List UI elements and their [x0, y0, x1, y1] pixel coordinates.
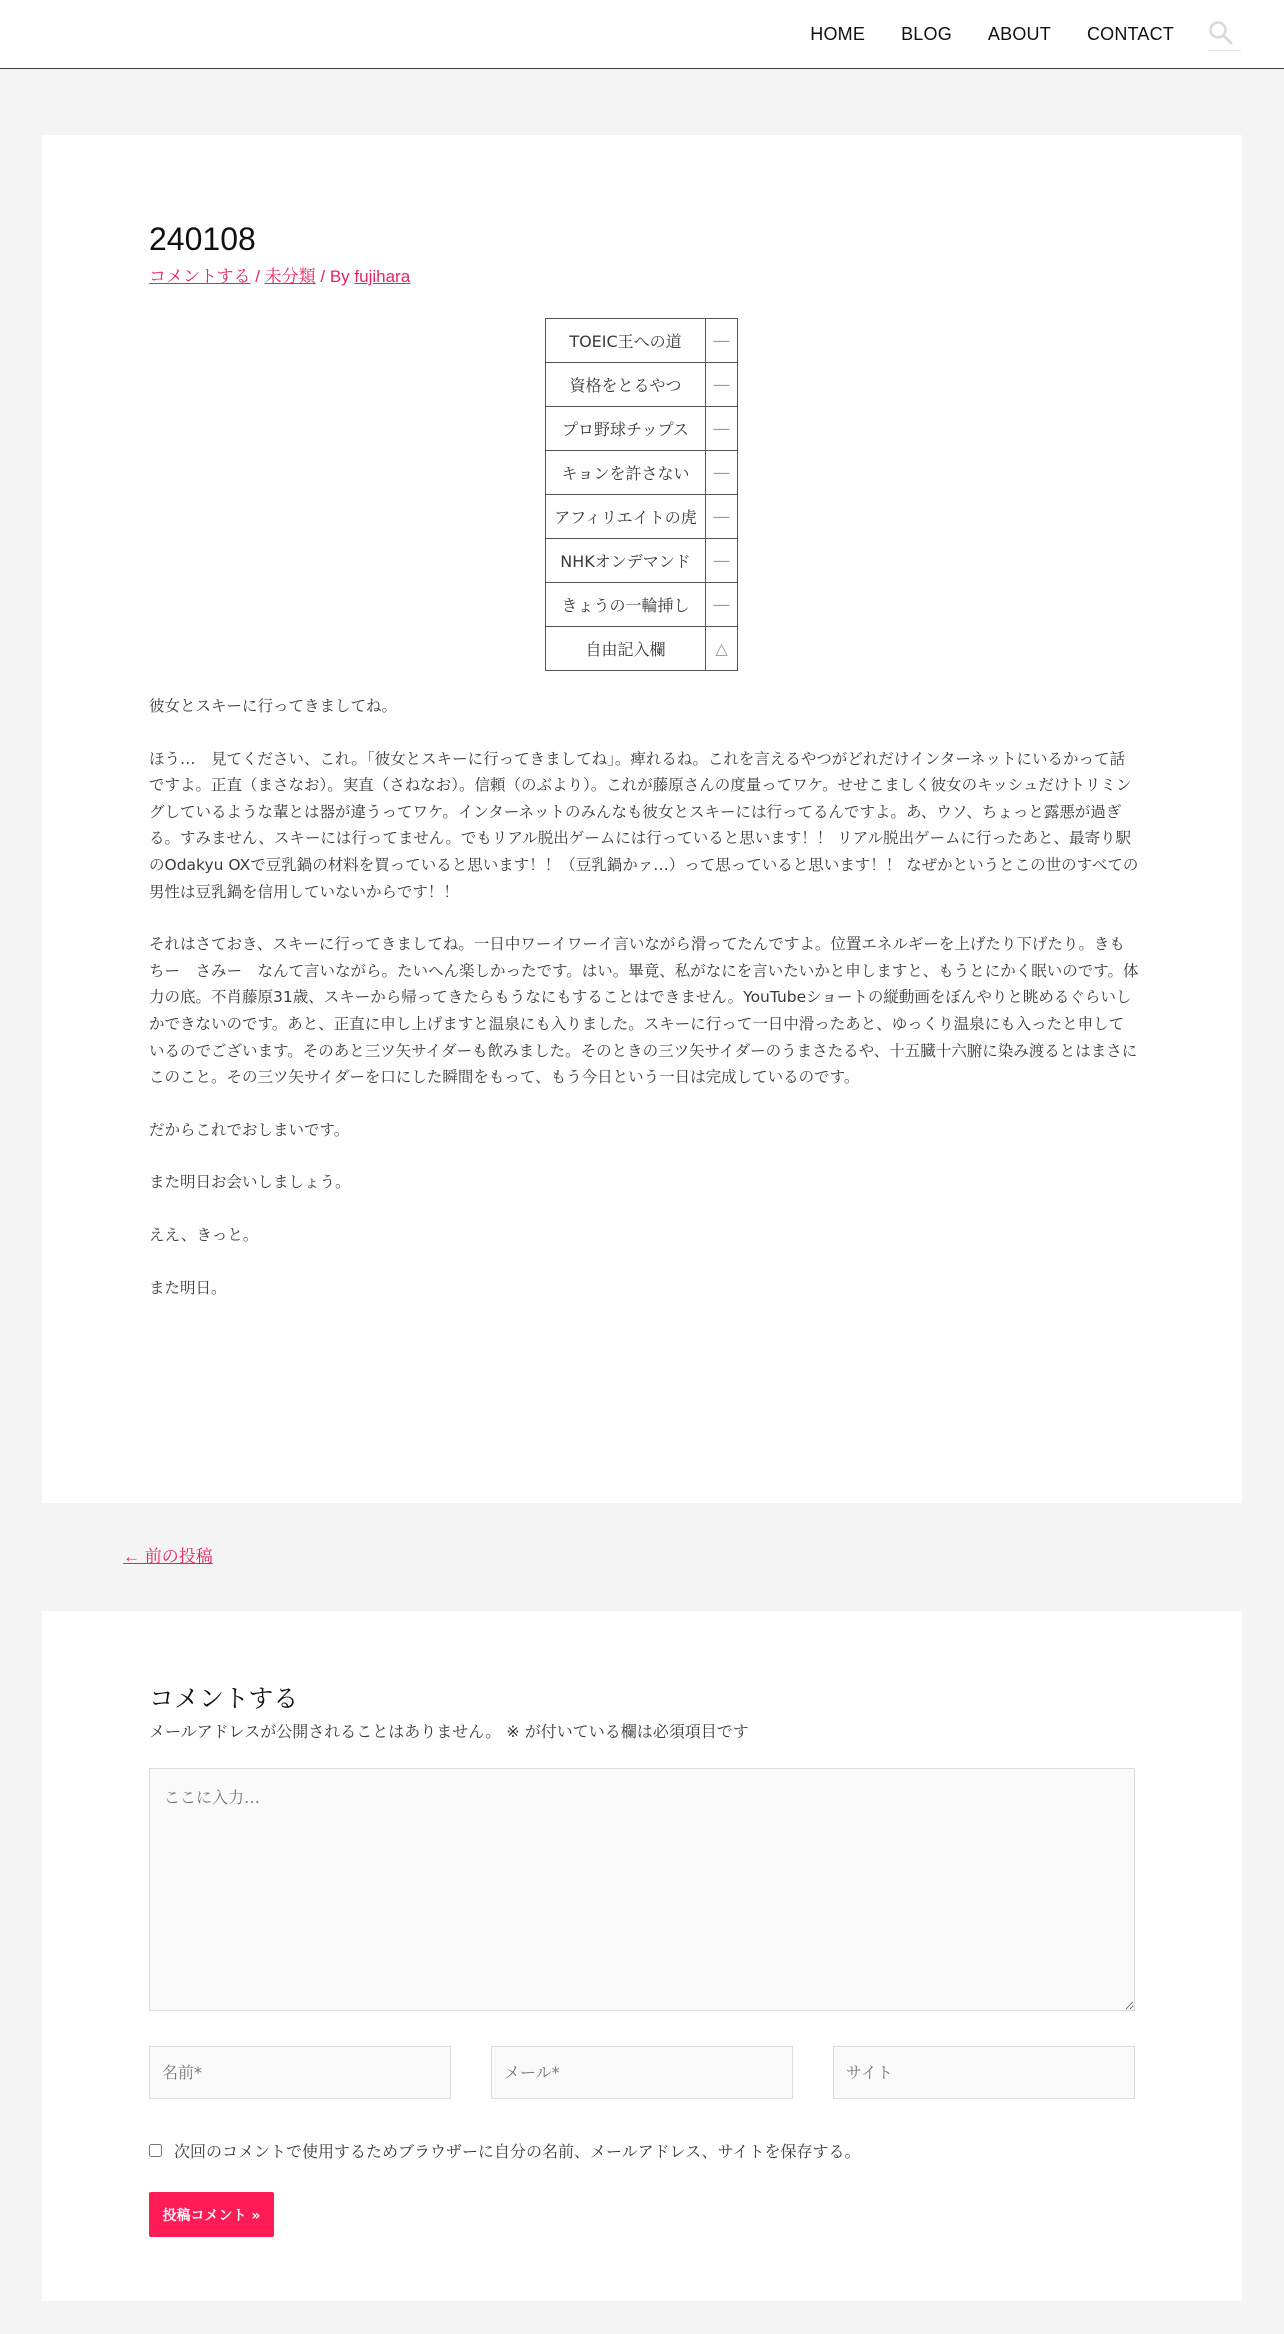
- nav-blog[interactable]: BLOG: [901, 24, 952, 44]
- save-info-row: [149, 2139, 861, 2162]
- table-cell-name: 資格をとるやつ: [546, 363, 706, 407]
- paragraph: ほう… 見てください、これ。「彼女とスキーに行ってきましてね」。痺れるね。これを言えるやつがどれだけインターネットにいるかって話ですよ。正直（まさなお）。実直（さねなお）。信頼（のぶより）。これが藤原さんの度量ってワケ。せせこましく彼女のキッシュだけトリミングしているような輩とは器が違うってワケ。インターネットのみんなも彼女とスキーには行ってるんですよ。あ、ウソ、ちょっと露悪が過ぎる。すみません、スキーには行ってません。でもリアル脱出ゲームには行っていると思います！！ リアル脱出ゲームに行ったあと、最寄り駅のOdakyu OXで豆乳鍋の材料を買っていると思います！！（豆乳鍋かァ…）って思っていると思います！！ なぜかというとこの世のすべての男性は豆乳鍋を信用していないからです！！: [149, 749, 1139, 901]
- previous-post-link[interactable]: ← 前の投稿: [123, 1547, 213, 1566]
- nav-about[interactable]: ABOUT: [987, 24, 1051, 44]
- save-info-checkbox[interactable]: [149, 2144, 162, 2157]
- site-header: [0, 0, 1284, 69]
- table-row: [546, 451, 738, 495]
- site-field[interactable]: [833, 2046, 1135, 2099]
- email-field[interactable]: [491, 2046, 793, 2099]
- post-meta: [149, 262, 410, 287]
- post-title: 240108: [149, 221, 256, 257]
- search-underline: [1209, 50, 1241, 51]
- nav-home[interactable]: HOME: [810, 24, 866, 44]
- save-info-label: 次回のコメントで使用するためブラウザーに自分の名前、メールアドレス、サイトを保存する。: [174, 2142, 861, 2161]
- habit-table: [545, 318, 738, 671]
- post-article: [42, 135, 1242, 1503]
- table-cell-name: アフィリエイトの虎: [546, 495, 706, 539]
- table-cell-name: プロ野球チップス: [546, 407, 706, 451]
- table-row: [546, 627, 738, 671]
- table-cell-mark: ―: [706, 583, 738, 627]
- comment-link[interactable]: コメントする: [149, 267, 251, 286]
- table-row: [546, 363, 738, 407]
- table-cell-mark: ―: [706, 319, 738, 363]
- comment-title: コメントする: [149, 1685, 299, 1713]
- paragraph: それはさておき、スキーに行ってきましてね。一日中ワーイワーイ言いながら滑ってたんですよ。位置エネルギーを上げたり下げたり。きもちー さみー なんて言いながら。たいへん楽しかったです。はい。畢竟、私がなにを言いたいかと申しますと、もうとにかく眠いのです。体力の底。不肖藤原31歳、スキーから帰ってきたらもうなにもすることはできません。YouTubeショートの縦動画をぼんやりと眺めるぐらいしかできないのです。あと、正直に申し上げますと温泉にも入りました。スキーに行って一日中滑ったあと、ゆっくり温泉にも入ったと申しているのでございます。そのあと三ツ矢サイダーも飲みました。そのときの三ツ矢サイダーのうまさたるや、十五臓十六腑に染み渡るとはまさにこのこと。その三ツ矢サイダーを口にした瞬間をもって、もう今日という一日は完成しているのです。: [149, 935, 1139, 1087]
- meta-by: / By: [315, 267, 355, 286]
- meta-separator: /: [250, 267, 265, 286]
- table-cell-name: TOEIC王への道: [546, 319, 706, 363]
- comment-section: [42, 1611, 1242, 2301]
- main-nav: [774, 0, 1174, 69]
- table-cell-name: キョンを許さない: [546, 451, 706, 495]
- table-row: [546, 495, 738, 539]
- table-row: [546, 583, 738, 627]
- paragraph: 彼女とスキーに行ってきましてね。: [149, 697, 398, 715]
- paragraph: また明日。: [149, 1278, 227, 1297]
- comment-notes: メールアドレスが公開されることはありません。 ※ が付いている欄は必須項目です: [149, 1722, 749, 1741]
- table-cell-mark: ―: [706, 451, 738, 495]
- table-cell-mark: △: [706, 627, 738, 671]
- table-row: [546, 539, 738, 583]
- table-cell-mark: ―: [706, 407, 738, 451]
- table-cell-mark: ―: [706, 495, 738, 539]
- table-cell-name: きょうの一輪挿し: [546, 583, 706, 627]
- comment-textarea[interactable]: [149, 1768, 1135, 2011]
- category-link[interactable]: 未分類: [264, 267, 316, 286]
- table-cell-name: NHKオンデマンド: [546, 539, 706, 583]
- name-field[interactable]: [149, 2046, 451, 2099]
- table-cell-name: 自由記入欄: [546, 627, 706, 671]
- nav-contact[interactable]: CONTACT: [1086, 24, 1174, 44]
- table-cell-mark: ―: [706, 539, 738, 583]
- table-row: [546, 407, 738, 451]
- submit-comment-button[interactable]: 投稿コメント »: [149, 2192, 274, 2237]
- table-cell-mark: ―: [706, 363, 738, 407]
- paragraph: だからこれでおしまいです。: [149, 1120, 350, 1139]
- paragraph: ええ、きっと。: [149, 1225, 259, 1244]
- author-link[interactable]: fujihara: [354, 267, 411, 286]
- table-row: [546, 319, 738, 363]
- paragraph: また明日お会いしましょう。: [149, 1173, 351, 1192]
- post-content: [149, 693, 1139, 1327]
- search-icon[interactable]: [1208, 20, 1242, 52]
